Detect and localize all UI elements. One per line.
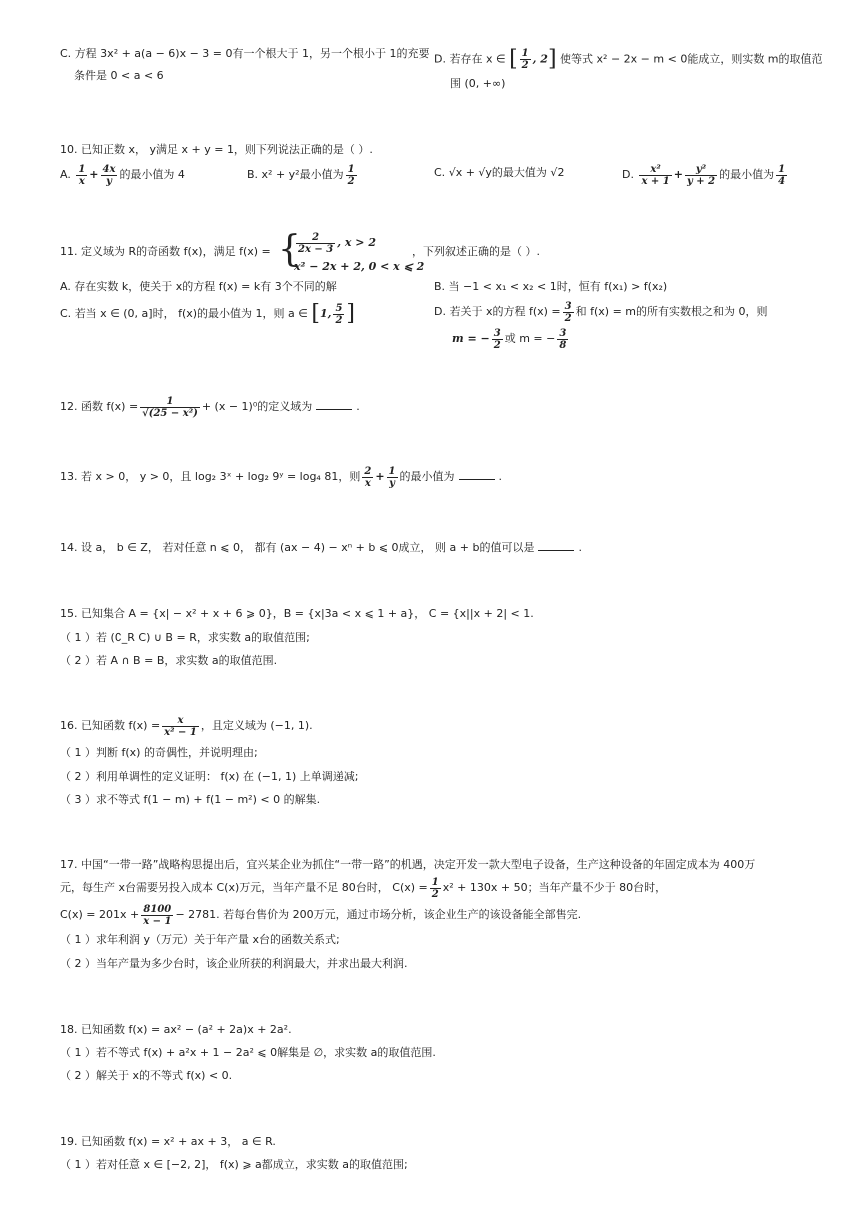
option-label: A. bbox=[60, 280, 71, 293]
q11-option-d-cont bbox=[452, 326, 570, 352]
q11-option-b bbox=[434, 280, 667, 294]
q19-stem: 19. 已知函数 f(x) = x² + ax + 3， a ∈ R. bbox=[60, 1135, 276, 1148]
q17-part-1: （ 1 ）求年利润 y（万元）关于年产量 x台的函数关系式; bbox=[60, 933, 340, 946]
q16-part-2: （ 2 ）利用单调性的定义证明： f(x) 在 (−1, 1) 上单调递减; bbox=[60, 770, 359, 783]
q10-option-c bbox=[434, 166, 564, 180]
option-text: 的最小值为 bbox=[719, 168, 775, 181]
interval-start: 1, bbox=[319, 307, 332, 320]
q16-stem bbox=[60, 712, 313, 740]
case-condition: , x > 2 bbox=[337, 236, 376, 249]
q10-option-a bbox=[60, 161, 185, 189]
q14 bbox=[60, 541, 582, 555]
q11-stem-pre: 11. 定义域为 R的奇函数 f(x)，满足 f(x) = bbox=[60, 245, 271, 258]
question-text: ，且定义域为 (−1, 1). bbox=[200, 719, 313, 732]
option-text-pre: 若存在 x ∈ bbox=[449, 52, 506, 66]
fraction: $\frac{3}{8}$ bbox=[559, 327, 567, 351]
interval-end: , 2 bbox=[532, 52, 548, 66]
q16-part-3: （ 3 ）求不等式 f(1 − m) + f(1 − m²) < 0 的解集. bbox=[60, 793, 321, 806]
fraction: $\frac{1}{x}$ bbox=[78, 163, 86, 187]
q12 bbox=[60, 393, 360, 421]
q18-part-1: （ 1 ）若不等式 f(x) + a²x + 1 − 2a² ⩽ 0解集是 ∅，求实数 a的取值范围. bbox=[60, 1046, 436, 1059]
q11-case-2: x² − 2x + 2, 0 < x ⩽ 2 bbox=[294, 260, 425, 273]
option-label: B. bbox=[434, 280, 446, 293]
q17-line-2 bbox=[60, 874, 666, 902]
option-text: 若当 x ∈ (0, a]时， f(x)的最小值为 1，则 a ∈ bbox=[74, 307, 308, 320]
q10-stem: 10. 已知正数 x， y满足 x + y = 1，则下列说法正确的是（ ）. bbox=[60, 143, 373, 156]
q16-part-1: （ 1 ）判断 f(x) 的奇偶性，并说明理由; bbox=[60, 746, 258, 759]
fraction: $\frac{4x}{y}$ bbox=[102, 163, 116, 187]
question-text: + (x − 1)⁰的定义域为 bbox=[201, 400, 313, 413]
answer-blank[interactable] bbox=[538, 541, 574, 551]
option-label: D. bbox=[622, 168, 634, 181]
question-text: 元，每生产 x台需要另投入成本 C(x)万元，当年产量不足 80台时， C(x) = bbox=[60, 881, 428, 894]
question-text: 的最小值为 bbox=[399, 470, 455, 483]
piecewise-brace: { bbox=[278, 229, 301, 270]
plus-sign: + bbox=[89, 168, 99, 181]
q11-case-1 bbox=[294, 230, 376, 256]
left-bracket: [ bbox=[509, 46, 518, 72]
question-text: 14. 设 a， b ∈ Z， 若对任意 n ⩽ 0， 都有 (ax − 4) − xⁿ + b ⩽ 0成立， 则 a + b的值可以是 bbox=[60, 541, 535, 554]
option-text: x² + y²最小值为 bbox=[261, 168, 344, 181]
option-text: 存在实数 k，使关于 x的方程 f(x) = k有 3个不同的解 bbox=[74, 280, 337, 293]
option-text-post: 使等式 x² − 2x − m < 0能成立，则实数 m的取值范 bbox=[560, 52, 823, 66]
option-text: 当 −1 < x₁ < x₂ < 1时，恒有 f(x₁) > f(x₂) bbox=[448, 280, 668, 293]
fraction: $\frac{3}{2}$ bbox=[493, 327, 501, 351]
math-text: 或 m = − bbox=[504, 332, 556, 345]
question-text: 13. 若 x > 0， y > 0，且 log₂ 3ˣ + log₂ 9ʸ = log₄ 81，则 bbox=[60, 470, 361, 483]
plus-sign: + bbox=[375, 470, 385, 483]
answer-blank[interactable] bbox=[316, 400, 352, 410]
option-text-mid: 和 f(x) = m的所有实数根之和为 0，则 bbox=[575, 305, 768, 318]
option-text: 若关于 x的方程 f(x) = bbox=[449, 305, 561, 318]
option-text: 方程 3x² + a(a − 6)x − 3 = 0有一个根大于 1，另一个根小于 1的充要 bbox=[74, 47, 430, 60]
option-label: B. bbox=[247, 168, 259, 181]
q18-part-2: （ 2 ）解关于 x的不等式 f(x) < 0. bbox=[60, 1069, 233, 1082]
q18-stem: 18. 已知函数 f(x) = ax² − (a² + 2a)x + 2a². bbox=[60, 1023, 292, 1036]
period: . bbox=[578, 541, 582, 554]
option-label: D. bbox=[434, 305, 446, 318]
fraction: $\frac{1}{y}$ bbox=[388, 465, 396, 489]
q11-stem-post: ，下列叙述正确的是（ ）. bbox=[412, 245, 540, 258]
fraction: $\frac{1}{4}$ bbox=[778, 163, 786, 187]
q13 bbox=[60, 463, 502, 491]
math-text: m = − bbox=[452, 332, 490, 345]
fraction: $\frac{1}{2}$ bbox=[431, 876, 439, 900]
fraction: $\frac{x}{\text{x² − 1}}$ bbox=[164, 714, 197, 738]
q15-stem: 15. 已知集合 A = {x| − x² + x + 6 ⩾ 0}，B = {x|3a < x ⩽ 1 + a}， C = {x||x + 2| < 1. bbox=[60, 607, 534, 620]
fraction: $\frac{\text{y²}}{y + 2}$ bbox=[686, 163, 716, 187]
q11-option-c bbox=[60, 300, 355, 328]
answer-blank[interactable] bbox=[459, 470, 495, 480]
fraction: $\frac{2}{x}$ bbox=[364, 465, 372, 489]
right-bracket: ] bbox=[346, 301, 355, 326]
q17-part-2: （ 2 ）当年产量为多少台时，该企业所获的利润最大，并求出最大利润. bbox=[60, 957, 408, 970]
q11-option-a bbox=[60, 280, 337, 294]
fraction: $\frac{3}{2}$ bbox=[564, 300, 572, 324]
q10-option-b bbox=[247, 161, 359, 189]
option-label: C. bbox=[60, 307, 72, 320]
q10-option-d bbox=[622, 161, 789, 189]
left-bracket: [ bbox=[311, 301, 320, 326]
fraction: $\frac{5}{2}$ bbox=[335, 302, 343, 326]
fraction: $\frac{1}{2}$ bbox=[347, 163, 355, 187]
q19-part-1: （ 1 ）若对任意 x ∈ [−2, 2]， f(x) ⩾ a都成立，求实数 a的取值范围; bbox=[60, 1158, 408, 1171]
q17-line-1: 17. 中国“一带一路”战略构思提出后，宜兴某企业为抓住“一带一路”的机遇，决定开发一款大型电子设备，生产这种设备的年固定成本为 400万 bbox=[60, 858, 756, 871]
option-label: C. bbox=[434, 166, 446, 179]
period: . bbox=[356, 400, 360, 413]
plus-sign: + bbox=[673, 168, 683, 181]
option-text: 的最小值为 4 bbox=[119, 168, 185, 181]
fraction: $\frac{1}{\text{√(25 − x²)}}$ bbox=[142, 395, 198, 419]
question-text: 16. 已知函数 f(x) = bbox=[60, 719, 161, 732]
period: . bbox=[498, 470, 502, 483]
option-label: A. bbox=[60, 168, 71, 181]
question-text: 12. 函数 f(x) = bbox=[60, 400, 139, 413]
q9-option-c bbox=[60, 47, 430, 61]
fraction: $\frac{1}{2}$ bbox=[521, 48, 529, 71]
q15-part-2: （ 2 ）若 A ∩ B = B，求实数 a的取值范围. bbox=[60, 654, 278, 667]
question-text: C(x) = 201x + bbox=[60, 908, 140, 921]
option-label: D. bbox=[434, 52, 446, 66]
question-text: x² + 130x + 50；当年产量不少于 80台时， bbox=[442, 881, 667, 894]
q17-line-3 bbox=[60, 901, 581, 929]
option-label: C. bbox=[60, 47, 72, 60]
q9-option-c-cont: 条件是 0 < a < 6 bbox=[74, 69, 164, 82]
q9-option-d bbox=[434, 48, 823, 71]
fraction: $\frac{8100}{x - 1}$ bbox=[143, 903, 172, 927]
fraction: $\frac{2}{2x - 3}$ bbox=[298, 231, 334, 255]
question-text: − 2781. 若每台售价为 200万元，通过市场分析，该企业生产的该设备能全部售完. bbox=[175, 908, 582, 921]
q9-option-d-cont: 围 (0, +∞) bbox=[450, 77, 506, 90]
option-text: √x + √y的最大值为 √2 bbox=[448, 166, 565, 179]
q11-option-d bbox=[434, 300, 768, 324]
q15-part-1: （ 1 ）若 (∁_R C) ∪ B = R，求实数 a的取值范围; bbox=[60, 631, 310, 644]
fraction: $\frac{\text{x²}}{x + 1}$ bbox=[641, 163, 670, 187]
right-bracket: ] bbox=[547, 46, 557, 72]
